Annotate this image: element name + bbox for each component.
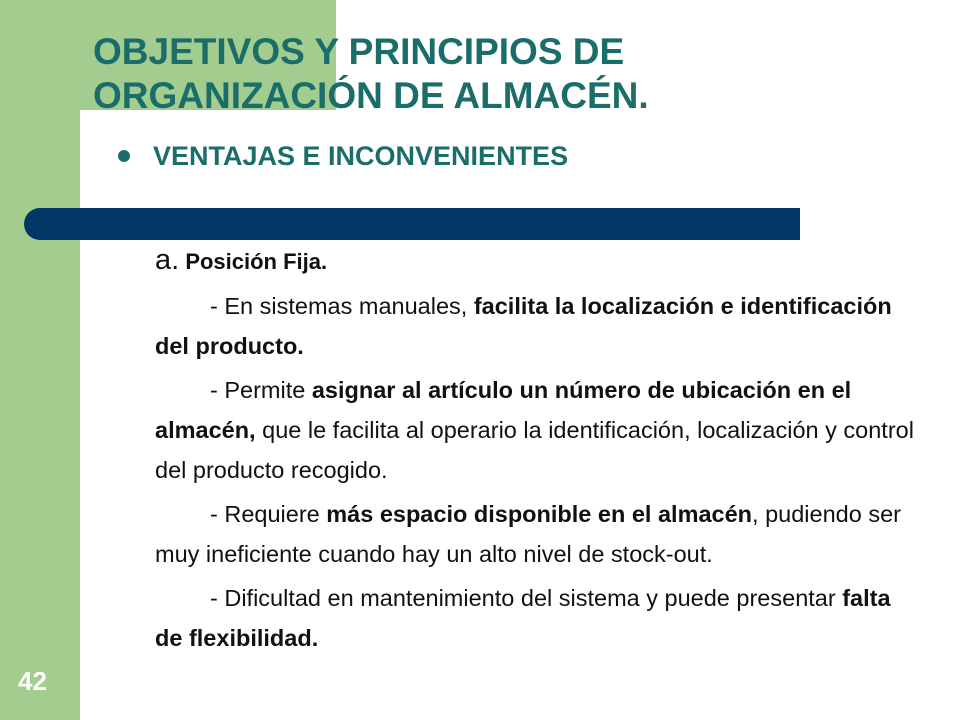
page-number: 42	[18, 666, 47, 696]
section-heading	[155, 240, 915, 282]
paragraph-4	[155, 578, 915, 658]
slide-title	[93, 30, 953, 118]
paragraph-3	[155, 494, 915, 574]
paragraph-1	[155, 286, 915, 366]
paragraph-2-text-a: - Permite	[210, 377, 312, 403]
bullet-dot-icon	[118, 150, 130, 162]
paragraph-3-text-b: , pudiendo ser muy ineficiente cuando hay un alto nivel de stock-out.	[155, 501, 901, 567]
title-line-2: ORGANIZACIÓN DE ALMACÉN.	[93, 75, 649, 116]
paragraph-2-bold: asignar al artículo un número de ubicación en el almacén,	[155, 377, 852, 443]
navy-divider-bar	[24, 208, 800, 240]
paragraph-3-bold: más espacio disponible en el almacén	[326, 501, 753, 527]
section-letter: a.	[155, 244, 180, 276]
paragraph-4-bold: falta de flexibilidad.	[155, 585, 891, 651]
paragraph-1-bold: facilita la localización e identificación del producto.	[155, 293, 892, 359]
title-line-1: OBJETIVOS Y PRINCIPIOS DE	[93, 31, 625, 72]
paragraph-2-text-b: que le facilita al operario la identificación, localización y control del producto recogido.	[155, 417, 914, 483]
paragraph-1-text: - En sistemas manuales,	[210, 293, 474, 319]
bullet-text: VENTAJAS E INCONVENIENTES	[153, 141, 569, 171]
paragraph-3-text-a: - Requiere	[210, 501, 327, 527]
slide-content	[155, 240, 915, 658]
bullet-item	[118, 134, 568, 178]
paragraph-2	[155, 370, 915, 490]
section-heading-text: Posición Fija.	[185, 249, 328, 274]
paragraph-4-text: - Dificultad en mantenimiento del sistema y puede presentar	[210, 585, 843, 611]
